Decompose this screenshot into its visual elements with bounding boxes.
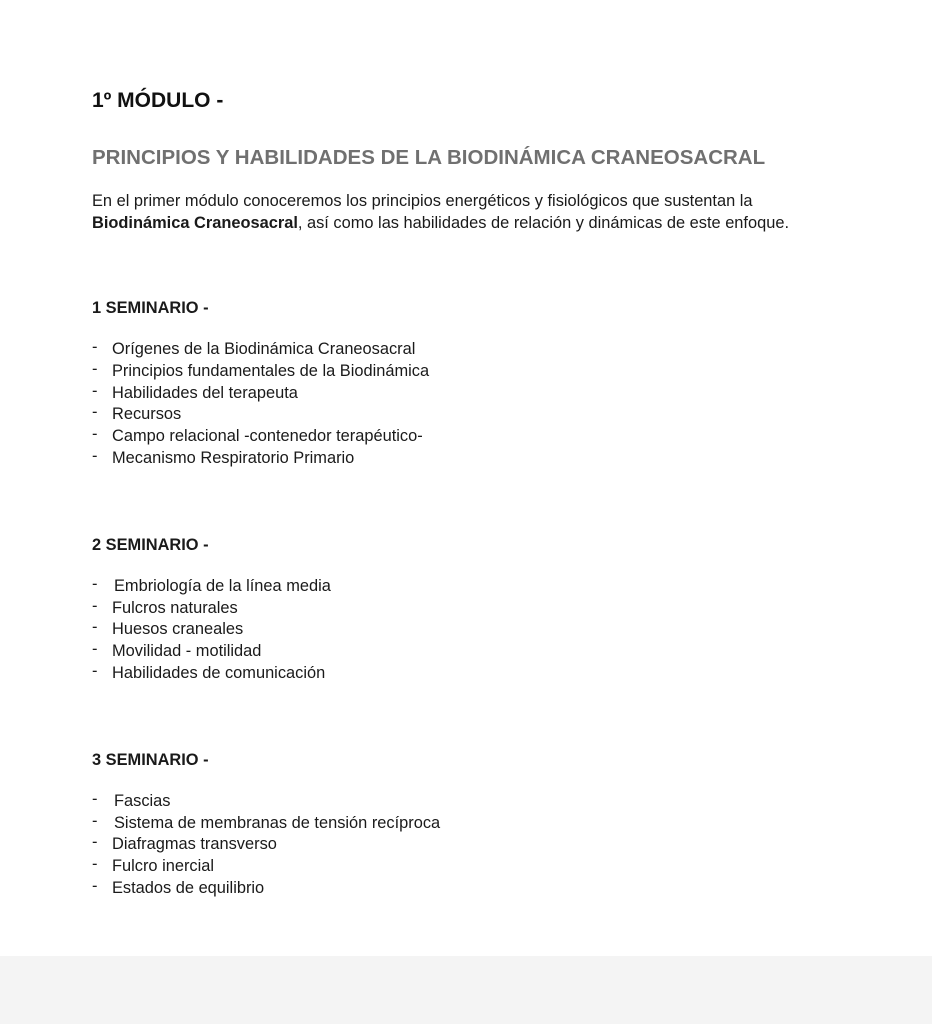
list-item-text: Estados de equilibrio xyxy=(112,878,265,897)
list-item-text: Diafragmas transverso xyxy=(112,835,277,854)
bullet-dash: - xyxy=(92,359,98,378)
bullet-dash: - xyxy=(92,833,98,852)
seminar-title: 1 SEMINARIO - xyxy=(92,299,209,317)
list-item xyxy=(92,426,892,448)
list-item-text: Recursos xyxy=(112,405,182,424)
list-item-text: Habilidades del terapeuta xyxy=(112,383,298,402)
document-content xyxy=(92,86,892,900)
list-item xyxy=(92,339,892,361)
seminar-topic-list xyxy=(92,576,892,685)
bullet-dash: - xyxy=(92,425,98,444)
intro-bold-term: Biodinámica Craneosacral xyxy=(92,214,298,232)
bullet-dash: - xyxy=(92,574,98,593)
list-item-text: Fulcro inercial xyxy=(112,857,215,876)
list-item-text: Habilidades de comunicación xyxy=(112,663,326,682)
list-item xyxy=(92,361,892,383)
list-item-text: Principios fundamentales de la Biodinámica xyxy=(112,361,430,380)
intro-line-2: , así como las habilidades de relación y dinámicas de este enfoque. xyxy=(297,214,789,232)
bullet-dash: - xyxy=(92,596,98,615)
list-item xyxy=(92,856,892,878)
bullet-dash: - xyxy=(92,640,98,659)
seminar-section-3 xyxy=(92,749,892,900)
list-item xyxy=(92,834,892,856)
list-item-text: Movilidad - motilidad xyxy=(112,642,262,661)
bullet-dash: - xyxy=(92,381,98,400)
seminar-section-1 xyxy=(92,297,892,470)
intro-paragraph xyxy=(92,190,892,234)
bullet-dash: - xyxy=(92,618,98,637)
list-item xyxy=(92,813,892,835)
module-title: 1º MÓDULO - xyxy=(92,89,224,112)
bullet-dash: - xyxy=(92,338,98,356)
bullet-dash: - xyxy=(92,403,98,422)
bullet-dash: - xyxy=(92,855,98,874)
list-item xyxy=(92,619,892,641)
list-item xyxy=(92,663,892,685)
seminar-topic-list xyxy=(92,791,892,900)
module-subtitle: PRINCIPIOS Y HABILIDADES DE LA BIODINÁMICA CRANEOSACRAL xyxy=(92,146,766,169)
list-item-text: Campo relacional -contenedor terapéutico- xyxy=(112,427,423,446)
list-item xyxy=(92,404,892,426)
bullet-dash: - xyxy=(92,789,98,808)
list-item-text: Fascias xyxy=(114,791,171,810)
list-item-text: Huesos craneales xyxy=(112,620,244,639)
list-item xyxy=(92,641,892,663)
bullet-dash: - xyxy=(92,661,98,680)
bullet-dash: - xyxy=(92,446,98,465)
list-item xyxy=(92,598,892,620)
list-item-text: Mecanismo Respiratorio Primario xyxy=(112,448,355,467)
list-item-text: Embriología de la línea media xyxy=(114,576,331,595)
seminar-topic-list xyxy=(92,339,892,470)
bullet-dash: - xyxy=(92,876,98,895)
list-item-text: Orígenes de la Biodinámica Craneosacral xyxy=(112,340,416,358)
seminar-title: 2 SEMINARIO - xyxy=(92,535,209,554)
page-bottom-margin xyxy=(0,956,932,1024)
seminar-section-2 xyxy=(92,534,892,685)
list-item xyxy=(92,576,892,598)
bullet-dash: - xyxy=(92,811,98,830)
list-item xyxy=(92,878,892,900)
list-item-text: Sistema de membranas de tensión recíproca xyxy=(114,813,441,832)
seminar-title: 3 SEMINARIO - xyxy=(92,750,209,769)
list-item xyxy=(92,383,892,405)
list-item xyxy=(92,791,892,813)
list-item xyxy=(92,448,892,470)
list-item-text: Fulcros naturales xyxy=(112,598,238,617)
intro-line-1: En el primer módulo conoceremos los principios energéticos y fisiológicos que sustentan la xyxy=(92,192,753,210)
